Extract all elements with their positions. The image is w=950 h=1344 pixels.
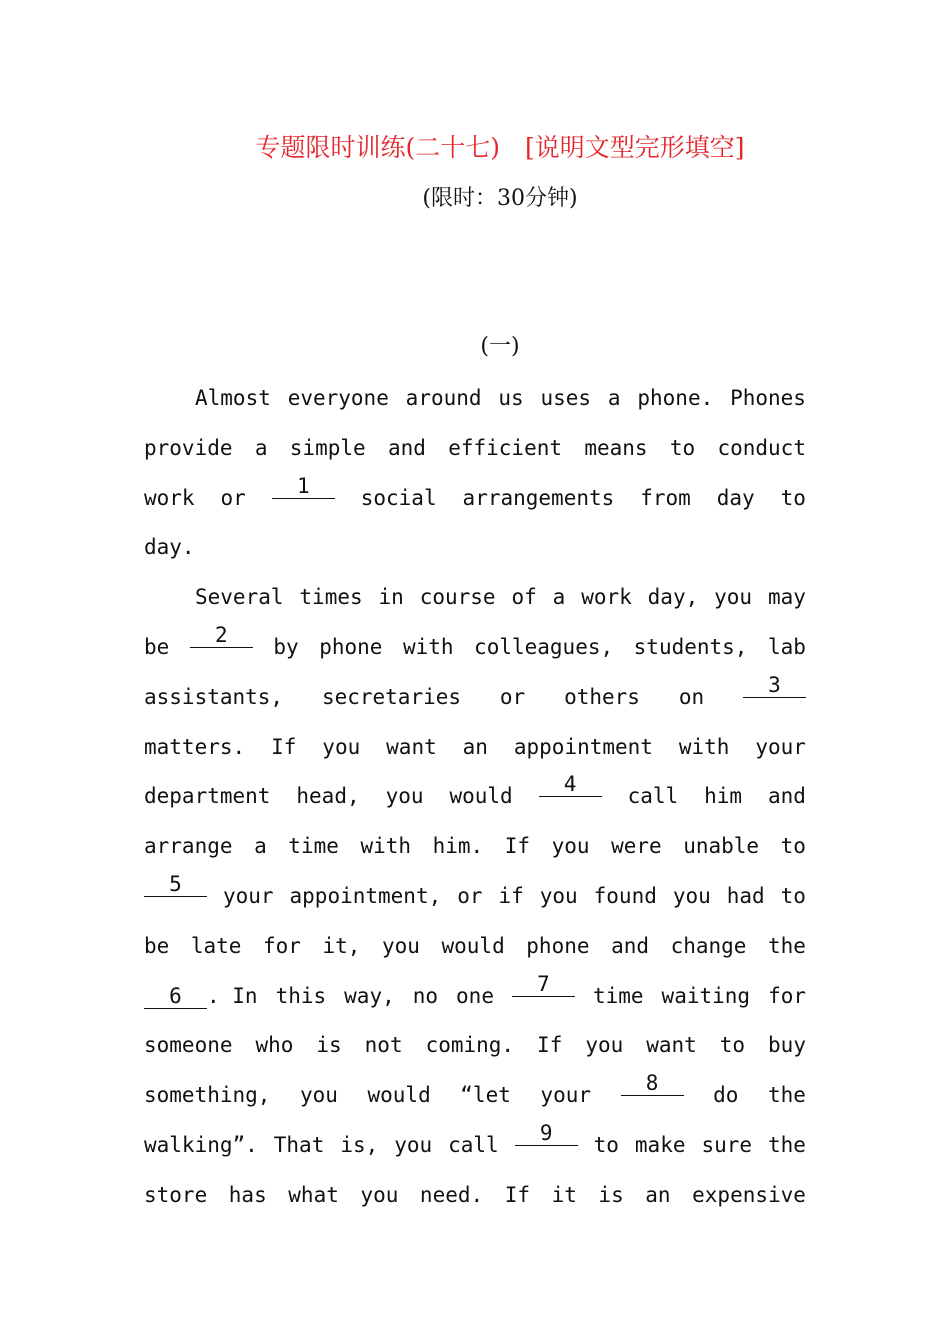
word: buy: [768, 1033, 806, 1058]
passage-line: [144, 623, 806, 673]
word: colleagues,: [474, 634, 614, 659]
word: times: [299, 585, 363, 610]
word: the: [768, 1132, 806, 1157]
passage-line: [144, 872, 806, 922]
word: found: [593, 883, 657, 908]
word: store: [144, 1182, 208, 1207]
word: need.: [419, 1182, 484, 1207]
word: with: [402, 634, 454, 659]
word: a: [607, 386, 621, 410]
word: to: [780, 883, 806, 908]
word: “let: [460, 1083, 511, 1108]
word: coming.: [425, 1033, 515, 1058]
word: on: [678, 684, 705, 709]
word: expensive: [692, 1182, 806, 1207]
word: means: [584, 435, 648, 460]
word: in: [378, 585, 404, 610]
word: you: [322, 734, 361, 759]
word: and: [611, 933, 649, 958]
word: may: [767, 585, 806, 610]
word: everyone: [287, 386, 389, 410]
word: your: [222, 883, 274, 908]
word: If: [504, 1182, 530, 1207]
word: walking”.: [144, 1132, 258, 1157]
blank-6-group: [144, 972, 258, 1022]
word: not: [364, 1033, 403, 1058]
word: be: [144, 634, 170, 659]
passage-line: [144, 573, 806, 623]
word: time: [592, 983, 644, 1008]
word: day: [716, 485, 755, 510]
word: uses: [540, 386, 592, 410]
word: a: [552, 585, 566, 610]
word: secretaries: [321, 684, 462, 709]
word: do: [713, 1083, 739, 1108]
word: would: [441, 933, 505, 958]
word: Several: [195, 585, 284, 610]
passage-line: [144, 424, 806, 474]
word: is,: [340, 1132, 379, 1157]
word: way,: [344, 983, 395, 1008]
word: would: [367, 1083, 431, 1108]
word: and: [768, 784, 806, 809]
section-number: (一): [480, 334, 520, 359]
word: Phones: [730, 386, 806, 410]
word: around: [405, 386, 482, 410]
word: someone: [144, 1033, 233, 1058]
passage-line: [144, 1021, 806, 1071]
word: were: [611, 834, 662, 859]
page-title: 专题限时训练(二十七) [说明文型完形填空]: [255, 133, 745, 162]
word: an: [645, 1182, 671, 1207]
blank-5[interactable]: 5: [144, 872, 207, 897]
word: if: [498, 883, 524, 908]
word: . In: [207, 983, 258, 1008]
word: unable: [683, 834, 760, 859]
word: with: [678, 734, 730, 759]
word: course: [419, 585, 496, 610]
word: day,: [647, 585, 699, 610]
word: your: [755, 734, 806, 759]
blank-9[interactable]: 9: [515, 1121, 578, 1146]
word: you: [300, 1083, 338, 1108]
word: to: [780, 834, 806, 859]
word: provide: [144, 435, 233, 460]
word: it: [551, 1182, 577, 1207]
word: by: [273, 634, 299, 659]
passage-line: [144, 1071, 806, 1121]
word: change: [670, 933, 747, 958]
passage-line: [144, 474, 806, 524]
passage-line: [144, 1171, 806, 1221]
word: a: [254, 834, 267, 859]
time-limit: (限时：30分钟): [422, 186, 578, 211]
word: it,: [322, 933, 361, 958]
word: waiting: [661, 983, 751, 1008]
word: social: [360, 485, 437, 510]
word: what: [288, 1182, 339, 1207]
word: who: [255, 1033, 294, 1058]
word: appointment,: [289, 883, 442, 908]
word: call: [448, 1132, 499, 1157]
word: your: [540, 1083, 591, 1108]
word: is: [598, 1182, 624, 1207]
passage-line: [144, 922, 806, 972]
word: call: [627, 784, 679, 809]
word: work: [581, 585, 632, 610]
word: of: [511, 585, 537, 610]
word: and: [387, 435, 426, 460]
word: students,: [633, 634, 748, 659]
word: you: [585, 1033, 624, 1058]
passage-line: [144, 1121, 806, 1171]
word: If: [504, 834, 531, 859]
word: you: [394, 1132, 433, 1157]
word: simple: [289, 435, 366, 460]
word: or: [457, 883, 483, 908]
blank-8[interactable]: 8: [621, 1071, 684, 1096]
word: want: [646, 1033, 697, 1058]
word: arrangements: [462, 485, 615, 510]
word: time: [288, 834, 339, 859]
word: for: [263, 933, 301, 958]
word: you: [551, 834, 590, 859]
word: others: [564, 684, 640, 709]
word: work: [144, 485, 195, 510]
word: is: [316, 1033, 342, 1058]
word: head,: [296, 784, 360, 809]
word: would: [449, 784, 513, 809]
word: assistants,: [144, 684, 284, 709]
word: or: [220, 485, 246, 510]
word: to: [719, 1033, 746, 1058]
word: a: [254, 435, 268, 460]
word: the: [767, 933, 806, 958]
word: with: [360, 834, 412, 859]
word: to: [669, 435, 696, 460]
passage-line: [144, 374, 806, 424]
word: had: [726, 883, 765, 908]
word: from: [640, 485, 691, 510]
word: him.: [432, 834, 484, 859]
word: him: [704, 784, 743, 809]
blank-4[interactable]: 4: [539, 772, 602, 797]
word: you: [714, 585, 753, 610]
word: us: [498, 386, 524, 410]
word: has: [228, 1182, 267, 1207]
word: That: [273, 1132, 325, 1157]
word: be: [144, 933, 170, 958]
word: phone: [526, 933, 590, 958]
word: you: [360, 1182, 399, 1207]
passage-line: [144, 723, 806, 773]
passage: [144, 374, 806, 1221]
word: you: [382, 933, 420, 958]
passage-line: [144, 523, 806, 573]
word: If: [537, 1033, 563, 1058]
blank-1[interactable]: 1: [272, 474, 335, 499]
word: late: [190, 933, 242, 958]
blank-3[interactable]: 3: [743, 673, 806, 698]
word: you: [672, 883, 711, 908]
word: you: [539, 883, 578, 908]
word: department: [144, 784, 271, 809]
blank-7[interactable]: 7: [512, 972, 575, 997]
word: want: [386, 734, 437, 759]
passage-line: [144, 673, 806, 723]
word: conduct: [717, 435, 806, 460]
word: you: [385, 784, 424, 809]
blank-2[interactable]: 2: [190, 623, 253, 648]
word: efficient: [448, 435, 563, 460]
word: to: [780, 485, 806, 510]
word: appointment: [513, 734, 653, 759]
word: the: [767, 1083, 806, 1108]
word: make: [634, 1132, 686, 1157]
word: sure: [701, 1132, 753, 1157]
word: to: [593, 1132, 619, 1157]
passage-line: [144, 972, 806, 1022]
word: one: [456, 983, 494, 1008]
word: this: [275, 983, 327, 1008]
word: or: [499, 684, 526, 709]
word: arrange: [144, 834, 233, 859]
word: an: [462, 734, 488, 759]
passage-line: [144, 772, 806, 822]
word: matters.: [144, 734, 246, 759]
word: phone.: [637, 386, 714, 410]
blank-6[interactable]: 6: [144, 984, 207, 1009]
passage-line: [144, 822, 806, 872]
word: phone: [319, 634, 383, 659]
word: no: [412, 983, 439, 1008]
word: something,: [144, 1083, 271, 1108]
word: for: [768, 983, 806, 1008]
word: lab: [767, 634, 806, 659]
word: Almost: [195, 386, 271, 410]
word: day.: [144, 535, 195, 560]
word: If: [271, 734, 297, 759]
